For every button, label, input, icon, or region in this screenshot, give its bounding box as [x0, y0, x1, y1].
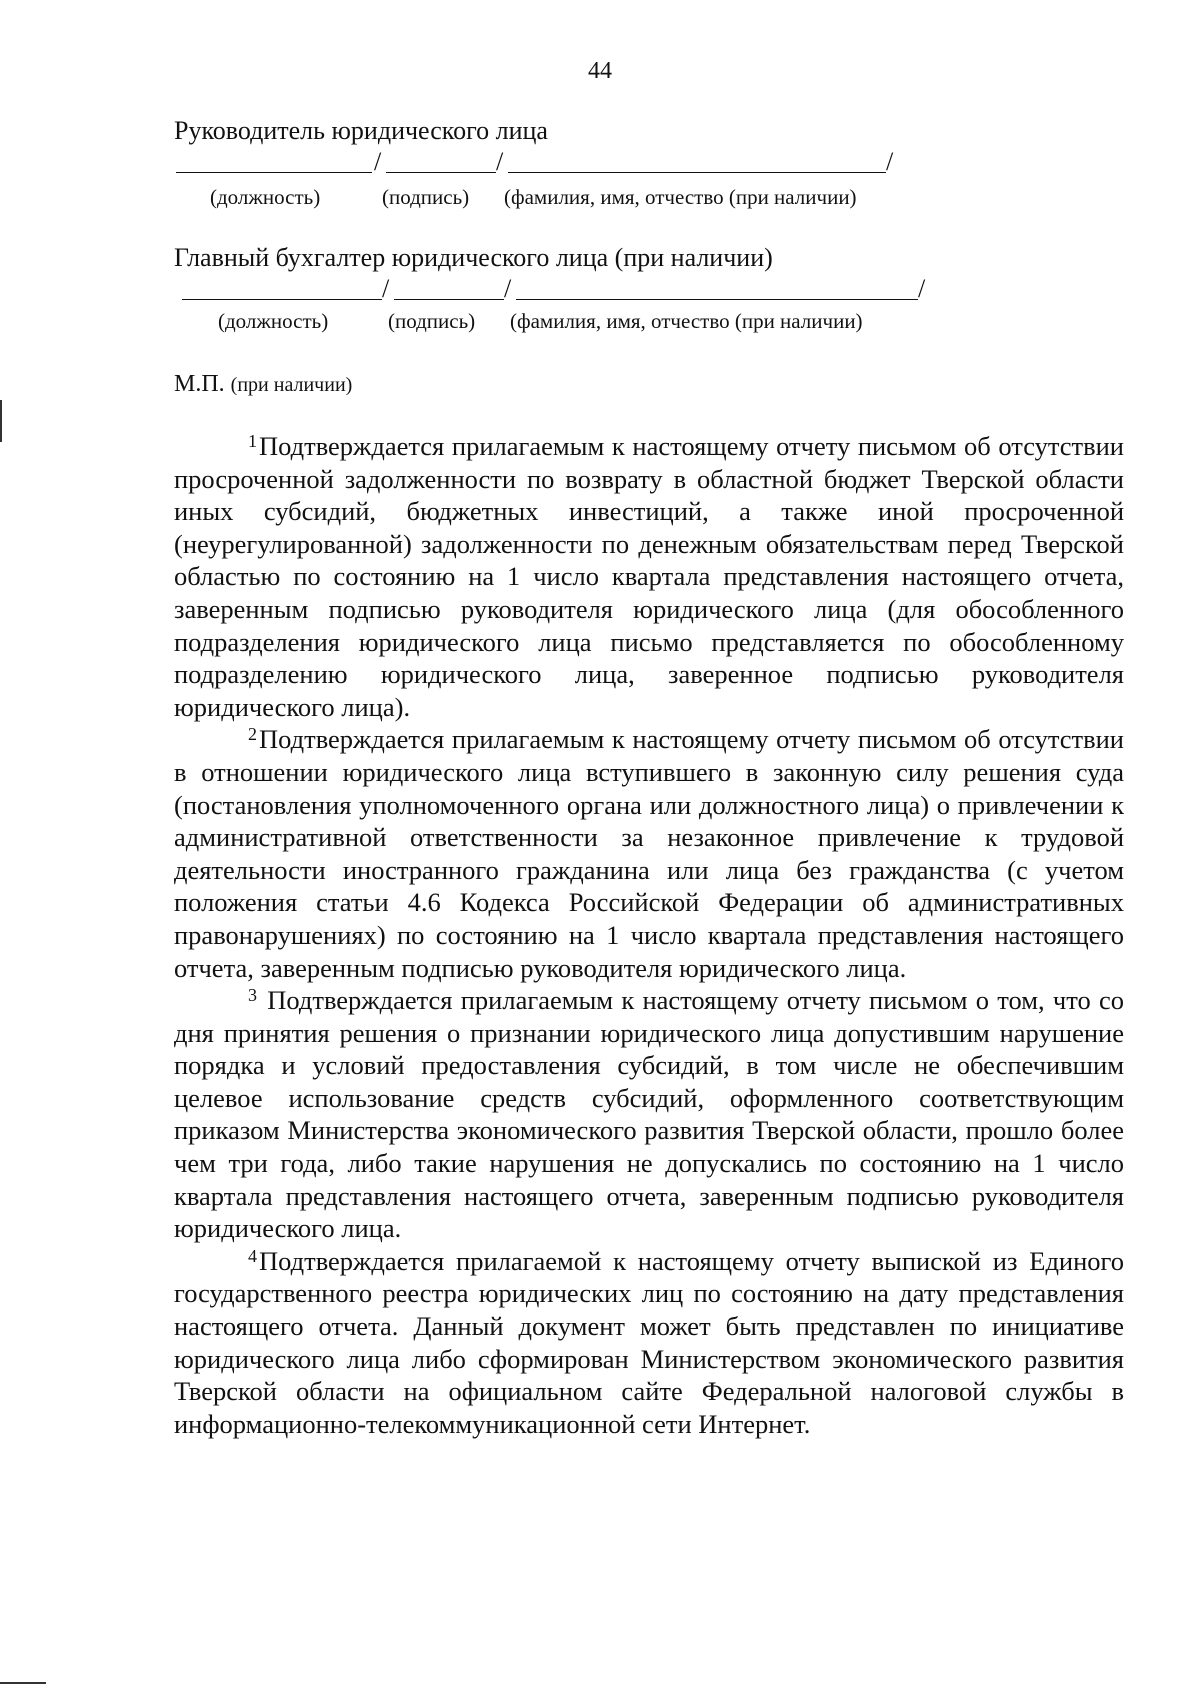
footnote-mark: 1 [248, 431, 257, 451]
footnote-2 [174, 723, 1124, 984]
footnotes [174, 430, 1124, 1440]
signature-blank [386, 150, 496, 173]
footnote-text: Подтверждается прилагаемой к настоящему отчету выпиской из Единого государственного реестра юридических лиц по состоянию на дату представления настоящего отчета. Данный документ может быть представлен по инициативе юридического лица либо сформирован Министерством экономического развития Тверской области на официальном сайте Федеральной налоговой службы в информационно-телекоммуникационной сети Интернет. [174, 1245, 1124, 1439]
footnote-text: Подтверждается прилагаемым к настоящему отчету письмом об отсутствии просроченной задолженности по возврату в областной бюджет Тверской области иных субсидий, бюджетных инвестиций, а также иной просроченной (неурегулированной) задолженности по денежным обязательствам перед Тверской областью по состоянию на 1 число квартала представления настоящего отчета, заверенным подписью руководителя юридического лица (для обособленного подразделения юридического лица письмо представляется по обособленному подразделению юридического лица, заверенное подписью руководителя юридического лица). [174, 431, 1124, 722]
stamp-placeholder [174, 371, 352, 398]
accountant-signature-title: Главный бухгалтер юридического лица (при наличии) [174, 243, 773, 272]
head-signature-captions [174, 184, 934, 210]
name-blank [508, 150, 886, 173]
position-blank [176, 150, 372, 173]
footnote-mark: 4 [248, 1245, 257, 1266]
caption-signature: (подпись) [388, 309, 476, 333]
page-number: 44 [588, 58, 612, 84]
footnote-mark: 3 [248, 985, 257, 1006]
head-signature-line: / / / [174, 150, 924, 180]
caption-name: (фамилия, имя, отчество (при наличии) [504, 185, 857, 209]
signature-blank [394, 277, 504, 300]
footnote-4 [174, 1245, 1124, 1441]
accountant-signature-line: / / / [180, 277, 940, 307]
footnote-text: Подтверждается прилагаемым к настоящему отчету письмом об отсутствии в отношении юридического лица вступившего в законную силу решения суда (постановления уполномоченного органа или должностного лица) о привлечении к административной ответственности за незаконное привлечение к трудовой деятельности иностранного гражданина или лица без гражданства (с учетом положения статьи 4.6 Кодекса Российской Федерации об административных правонарушениях) по состоянию на 1 число квартала представления настоящего отчета, заверенным подписью руководителя юридического лица. [174, 724, 1124, 983]
accountant-signature-captions [180, 308, 940, 334]
caption-position: (должность) [210, 185, 321, 209]
scan-edge-mark [0, 400, 2, 442]
position-blank [182, 277, 382, 300]
name-blank [516, 277, 918, 300]
scan-edge-mark [0, 1682, 46, 1684]
caption-name: (фамилия, имя, отчество (при наличии) [510, 309, 863, 333]
footnote-mark: 2 [248, 724, 257, 745]
head-signature-title: Руководитель юридического лица [174, 116, 548, 145]
footnote-3 [174, 984, 1124, 1245]
footnote-1 [174, 430, 1124, 723]
stamp-note: (при наличии) [230, 374, 353, 396]
caption-position: (должность) [218, 309, 329, 333]
caption-signature: (подпись) [382, 185, 470, 209]
stamp-label: М.П. [174, 371, 225, 397]
footnote-text: Подтверждается прилагаемым к настоящему отчету письмом о том, что со дня принятия решения о признании юридического лица допустившим нарушение порядка и условий предоставления субсидий, в том числе не обеспечившим целевое использование средств субсидий, оформленного соответствующим приказом Министерства экономического развития Тверской области, прошло более чем три года, либо такие нарушения не допускались по состоянию на 1 число квартала представления настоящего отчета, заверенным подписью руководителя юридического лица. [174, 985, 1124, 1244]
